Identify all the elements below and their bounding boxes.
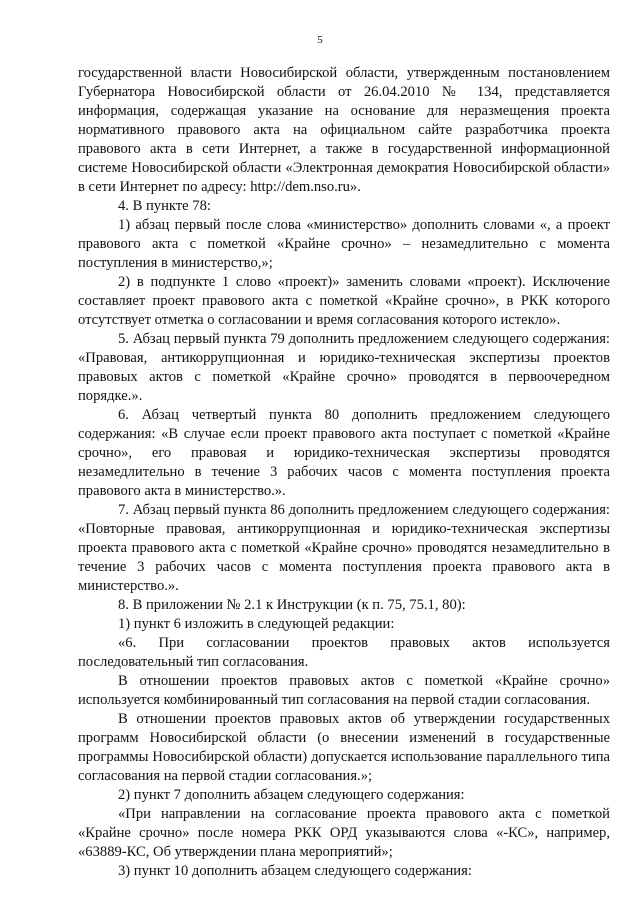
- paragraph-clause-6-programs: В отношении проектов правовых актов об утверждении государственных программ Новосибирской области (о внесении изменений в государственные программы Новосибирской области) допускается использование параллельного типа согласования на первой стадии согласования.»;: [78, 711, 610, 784]
- paragraph-item-8: 8. В приложении № 2.1 к Инструкции (к п. 75, 75.1, 80):: [118, 597, 466, 613]
- paragraph-item-8-3: 3) пункт 10 дополнить абзацем следующего содержания:: [118, 863, 472, 879]
- page-number: 5: [317, 34, 323, 46]
- document-body: [78, 64, 610, 881]
- paragraph-item-7: 7. Абзац первый пункта 86 дополнить предложением следующего содержания: «Повторные правовая, антикоррупционная и юридико-техническая экспертизы проекта правового акта с пометкой «Крайне срочно» проводятся незамедлительно в течение 3 рабочих часов с момента поступления проекта правового акта в министерство.».: [78, 502, 610, 594]
- paragraph-item-4: 4. В пункте 78:: [118, 198, 211, 214]
- paragraph-clause-7-addition: «При направлении на согласование проекта правового акта с пометкой «Крайне срочно» после номера РКК ОРД указываются слова «-КС», например, «63889-КС, Об утверждении плана мероприятий»;: [78, 806, 610, 860]
- paragraph-item-6: 6. Абзац четвертый пункта 80 дополнить предложением следующего содержания: «В случае если проект правового акта поступает с пометкой «Крайне срочно», его правовая и юридико-техническая экспертизы проводятся незамедлительно в течение 3 рабочих часов с момента поступления проекта правового акта в министерство.».: [78, 407, 610, 499]
- paragraph-clause-6: «6. При согласовании проектов правовых актов используется последовательный тип согласования.: [78, 635, 610, 670]
- paragraph-item-5: 5. Абзац первый пункта 79 дополнить предложением следующего содержания: «Правовая, антикоррупционная и юридико-техническая экспертизы проектов правовых актов с пометкой «Крайне срочно» проводятся в первоочередном порядке.».: [78, 331, 610, 404]
- paragraph-item-4-2: 2) в подпункте 1 слово «проект)» заменить словами «проект). Исключение составляет проект правового акта с пометкой «Крайне срочно», в РКК которого отсутствует отметка о согласовании и время согласования которого истекло».: [78, 274, 610, 328]
- paragraph-continuation: государственной власти Новосибирской области, утвержденным постановлением Губернатора Новосибирской области от 26.04.2010 № 134, представляется информация, содержащая указание на основание для неразмещения проекта нормативного правового акта на официальном сайте разработчика проекта правового акта в сети Интернет, а также в государственной информационной системе Новосибирской области «Электронная демократия Новосибирской области» в сети Интернет по адресу: http://dem.nso.ru».: [78, 65, 610, 195]
- paragraph-item-4-1: 1) абзац первый после слова «министерство» дополнить словами «, а проект правового акта с пометкой «Крайне срочно» – незамедлительно с момента поступления в министерство,»;: [78, 217, 610, 271]
- paragraph-item-8-1: 1) пункт 6 изложить в следующей редакции:: [118, 616, 395, 632]
- paragraph-clause-6-urgent: В отношении проектов правовых актов с пометкой «Крайне срочно» используется комбинированный тип согласования на первой стадии согласования.: [78, 673, 610, 708]
- paragraph-item-8-2: 2) пункт 7 дополнить абзацем следующего содержания:: [118, 787, 465, 803]
